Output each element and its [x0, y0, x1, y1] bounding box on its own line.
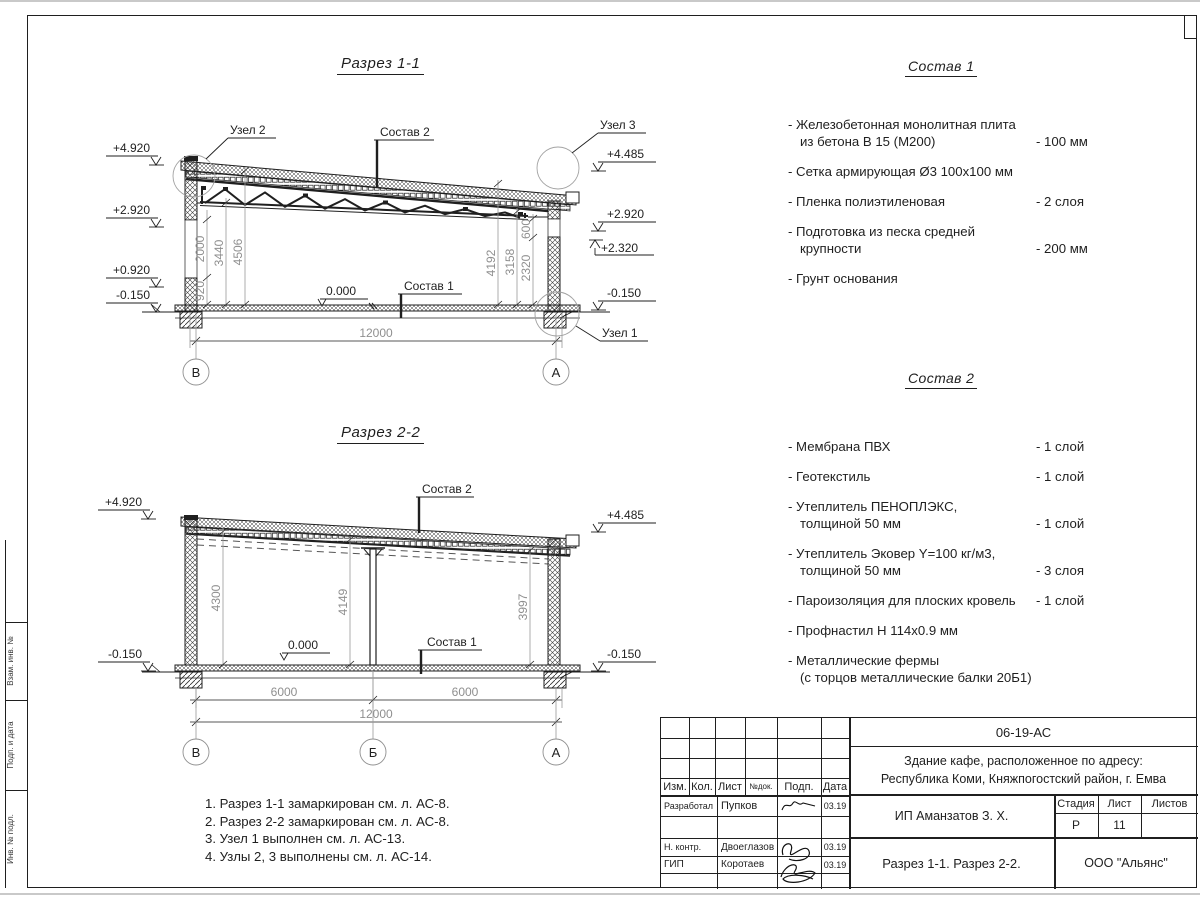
material-item: - Подготовка из песка средней крупности - 200 мм	[788, 224, 1088, 256]
elevation-value: -0.150	[607, 647, 642, 661]
dim-4506: 4506	[231, 238, 245, 266]
section2-title: Разрез 2-2	[337, 424, 424, 444]
signature-razrabotal	[779, 797, 819, 815]
sostav1-label: Состав 1	[427, 635, 477, 649]
section2-drawing	[80, 420, 680, 790]
note-line: 2. Разрез 2-2 замаркирован см. л. АС-8.	[205, 813, 450, 829]
floor-and-foundations	[142, 303, 610, 328]
material-layers-value: - 1 слой	[1036, 593, 1085, 608]
material-name: - Геотекстиль	[788, 469, 871, 484]
dim-6000: 6000	[451, 685, 479, 699]
dim-3440: 3440	[212, 239, 226, 267]
tb-role: Н. контр.	[664, 842, 702, 852]
strip-label-vzam: Взам. инв. №	[6, 636, 15, 686]
material-layers-value: - 1 слой	[1036, 469, 1085, 484]
material-name: - Утеплитель Эковер Y=100 кг/м3,	[788, 546, 996, 561]
axis-letter: А	[551, 365, 561, 380]
tb-name: Пупков	[721, 799, 758, 812]
tb-role: Разработал	[664, 800, 713, 811]
material-item: - Грунт основания	[788, 271, 898, 286]
right-wall	[548, 539, 560, 665]
dim-920: 920	[193, 280, 207, 302]
middle-column	[361, 548, 385, 665]
tb-sheets-header: Листов	[1151, 797, 1188, 810]
material-layers-value: - 1 слой	[1036, 439, 1085, 454]
elevation-value: +2.920	[607, 207, 645, 221]
material-name: - Утеплитель ПЕНОПЛЭКС,	[788, 499, 958, 514]
page-top-edge	[0, 0, 1200, 2]
material-item: - Пленка полиэтиленовая - 2 слоя	[788, 194, 1084, 209]
frame-corner-box	[1184, 16, 1197, 39]
side-strip	[5, 540, 28, 888]
note-line: 4. Узлы 2, 3 выполнены см. л. АС-14.	[205, 848, 432, 864]
right-wall	[548, 201, 560, 312]
tb-date: 03.19	[823, 859, 847, 870]
dim-4192: 4192	[484, 249, 498, 277]
notes-list	[205, 795, 450, 865]
tb-date: 03.19	[823, 800, 847, 811]
material-name: - Металлические фермы	[788, 653, 940, 668]
floor-and-foundations	[142, 665, 610, 688]
material-item	[788, 652, 1123, 686]
tb-role: ГИП	[664, 859, 684, 870]
tb-company: ООО "Альянс"	[1084, 856, 1168, 870]
tb-sheet-name: Разрез 1-1. Разрез 2-2.	[882, 855, 1021, 871]
tb-stage-header: Стадия	[1057, 797, 1095, 810]
elevation-value: +4.485	[607, 508, 645, 522]
dim-2000: 2000	[193, 235, 207, 263]
tb-header-podp: Подп.	[784, 780, 814, 793]
sostav2-label: Состав 2	[422, 482, 472, 496]
left-wall	[184, 515, 198, 665]
note-line: 1. Разрез 1-1 замаркирован см. л. АС-8.	[205, 796, 450, 811]
tb-stage-value: Р	[1071, 818, 1080, 832]
material-name-line2: толщиной 50 мм	[800, 516, 901, 531]
dim-6000: 6000	[270, 685, 298, 699]
material-name: - Профнастил Н 114х0.9 мм	[788, 623, 958, 638]
tb-header-izm: Изм.	[663, 780, 687, 793]
material-name: - Пароизоляция для плоских кровель	[788, 593, 1016, 608]
dim-4300: 4300	[209, 584, 223, 612]
axis-letter: В	[191, 365, 201, 380]
composition1-list	[788, 116, 1123, 300]
elevation-value: +4.920	[112, 141, 150, 155]
grid-axes	[183, 312, 569, 385]
dim-12000: 12000	[359, 326, 393, 340]
material-item	[788, 438, 1123, 455]
tb-header-list: Лист	[718, 780, 742, 793]
strip-label-inv: Инв. № подл.	[6, 814, 15, 864]
elevation-value: +4.485	[607, 147, 645, 161]
tb-client: ИП Аманзатов З. Х.	[894, 808, 1009, 823]
uzel1-label: Узел 1	[602, 326, 638, 340]
zero-level: 0.000	[326, 284, 357, 298]
tb-sheet-value: 11	[1113, 818, 1126, 832]
tb-name: Двоеглазов	[721, 841, 775, 853]
dim-3997: 3997	[516, 593, 530, 621]
material-item: - Железобетонная монолитная плита из бетона В 15 (М200) - 100 мм	[788, 117, 1088, 149]
material-name-line2: (с торцов металлические балки 20Б1)	[800, 670, 1032, 685]
material-item	[788, 622, 1123, 639]
material-layers-value: - 1 слой	[1036, 516, 1085, 531]
material-name-line2: толщиной 50 мм	[800, 563, 901, 578]
elevation-value: +0.920	[112, 263, 150, 277]
tb-header-data: Дата	[822, 780, 848, 793]
tb-header-ndok: №док.	[749, 782, 773, 791]
material-layers-value: - 3 слоя	[1036, 563, 1084, 578]
tb-sheet-header: Лист	[1107, 797, 1132, 810]
elevation-value: +2.920	[112, 203, 150, 217]
elevation-value: -0.150	[607, 286, 642, 300]
title-block	[660, 717, 1197, 888]
section1-title: Разрез 1-1	[337, 55, 424, 75]
elevation-value: -0.150	[107, 647, 142, 661]
material-name: - Мембрана ПВХ	[788, 439, 891, 454]
composition2-list	[788, 438, 1123, 699]
dim-3158: 3158	[503, 248, 517, 276]
dim-600: 600	[519, 218, 533, 240]
dim-2320: 2320	[519, 254, 533, 282]
uzel2-label: Узел 2	[230, 123, 266, 137]
tb-date: 03.19	[823, 842, 847, 852]
sostav2-label: Состав 2	[380, 125, 430, 139]
page-bottom-edge	[0, 893, 1200, 895]
material-item	[788, 592, 1123, 609]
material-item	[788, 498, 1123, 532]
axis-letter: Б	[368, 745, 378, 760]
tb-name: Коротаев	[721, 859, 765, 870]
axis-letter: В	[191, 745, 201, 760]
strip-label-podp: Подп. и дата	[6, 721, 15, 769]
material-item	[788, 468, 1123, 485]
signature-gip	[775, 837, 821, 887]
elevation-value: -0.150	[115, 288, 150, 302]
dim-12000: 12000	[359, 707, 393, 721]
dim-4149: 4149	[336, 588, 350, 616]
tb-project-name: Здание кафе, расположенное по адресу: Республика Коми, Княжпогостский район, г. Емва	[880, 754, 1167, 786]
roof-assembly	[181, 517, 579, 564]
section1-drawing	[80, 40, 680, 410]
uzel3-circle	[537, 147, 579, 189]
sostav1-label: Состав 1	[404, 279, 454, 293]
composition2-title: Состав 2	[905, 370, 977, 389]
composition1-title: Состав 1	[905, 58, 977, 77]
elevation-value: +4.920	[104, 495, 142, 509]
zero-level: 0.000	[288, 638, 319, 652]
material-item	[788, 545, 1123, 579]
note-line: 3. Узел 1 выполнен см. л. АС-13.	[205, 831, 406, 846]
axis-letter: А	[551, 745, 561, 760]
tb-sheets-value	[1141, 813, 1198, 837]
tb-doc-number: 06-19-АС	[995, 724, 1052, 740]
material-item: - Сетка армирующая Ø3 100х100 мм	[788, 164, 1013, 179]
tb-header-kol: Кол.	[691, 780, 713, 793]
uzel3-label: Узел 3	[600, 118, 636, 132]
elevation-value: +2.320	[601, 241, 639, 255]
